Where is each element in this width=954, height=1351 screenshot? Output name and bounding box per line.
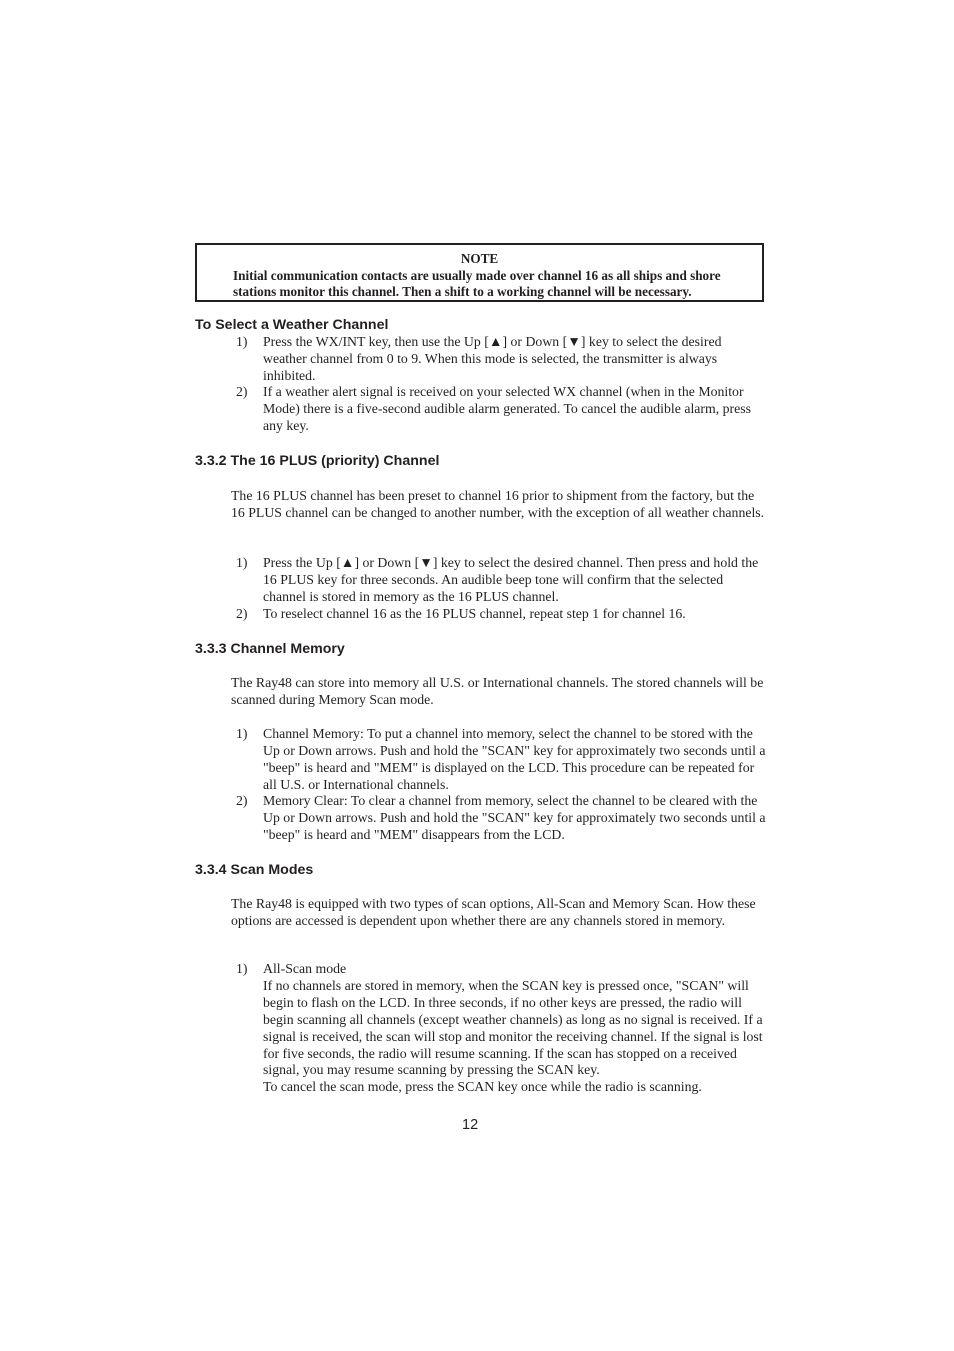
list-item: [236, 384, 768, 435]
list-item: [236, 334, 768, 385]
list-item: [236, 555, 768, 606]
list-text: If no channels are stored in memory, when the SCAN key is pressed once, "SCAN" will begin to flash on the LCD. In three seconds, if no other keys are pressed, the radio will begin scanning all channels (except weather channels) as long as no signal is received. If a signal is received, the scan will stop and monitor the receiving channel. If the signal is lost for five seconds, the radio will resume scanning. If the scan has stopped on a received signal, you may resume scanning by pressing the SCAN key.: [263, 977, 763, 1078]
list-number: 2): [236, 793, 248, 808]
note-title: NOTE: [460, 251, 499, 266]
section-heading-16plus: 3.3.2 The 16 PLUS (priority) Channel: [195, 453, 440, 469]
list-text: If a weather alert signal is received on your selected WX channel (when in the Monitor Mode) there is a five-second audible alarm generated. To cancel the audible alarm, press any key.: [263, 384, 751, 433]
list-text: Channel Memory: To put a channel into memory, select the channel to be stored with the Up or Down arrows. Push and hold the "SCAN" key for approximately two seconds until a "beep" is heard and "MEM" is displayed on the LCD. This procedure can be repeated for all U.S. or International channels.: [263, 726, 766, 792]
list-number: 1): [236, 961, 248, 976]
list-number: 1): [236, 334, 248, 349]
list-number: 1): [236, 726, 248, 741]
list-text: Memory Clear: To clear a channel from memory, select the channel to be cleared with the Up or Down arrows. Push and hold the "SCAN" key for approximately two seconds until a "beep" is heard and "MEM" disappears from the LCD.: [263, 793, 766, 842]
page-number: 12: [462, 1117, 479, 1133]
note-body: Initial communication contacts are usually made over channel 16 as all ships and shore stations monitor this channel. Then a shift to a working channel will be necessary.: [233, 267, 721, 299]
list-item: [236, 961, 768, 1096]
list-text: Press the WX/INT key, then use the Up [▲] or Down [▼] key to select the desired weather channel from 0 to 9. When this mode is selected, the transmitter is always inhibited.: [263, 334, 722, 383]
list-text: To reselect channel 16 as the 16 PLUS channel, repeat step 1 for channel 16.: [263, 606, 686, 621]
paragraph: The 16 PLUS channel has been preset to channel 16 prior to shipment from the factory, but the 16 PLUS channel can be changed to another number, with the exception of all weather channels.: [231, 488, 765, 520]
list-number: 1): [236, 555, 248, 570]
paragraph: The Ray48 can store into memory all U.S. or International channels. The stored channels will be scanned during Memory Scan mode.: [231, 675, 764, 707]
list-text-extra: To cancel the scan mode, press the SCAN key once while the radio is scanning.: [263, 1079, 702, 1095]
paragraph: The Ray48 is equipped with two types of scan options, All-Scan and Memory Scan. How these options are accessed is dependent upon whether there are any channels stored in memory.: [231, 896, 756, 928]
weather-heading: To Select a Weather Channel: [195, 317, 389, 333]
list-item-title: All-Scan mode: [263, 961, 347, 976]
list-item: [236, 726, 768, 794]
section-heading-scan: 3.3.4 Scan Modes: [195, 862, 314, 878]
note-box: [195, 243, 764, 302]
section-heading-memory: 3.3.3 Channel Memory: [195, 641, 345, 657]
list-number: 2): [236, 384, 248, 399]
list-number: 2): [236, 606, 248, 621]
list-item: [236, 606, 768, 623]
list-text: Press the Up [▲] or Down [▼] key to select the desired channel. Then press and hold the 16 PLUS key for three seconds. An audible beep tone will confirm that the selected channel is stored in memory as the 16 PLUS channel.: [263, 555, 759, 604]
list-item: [236, 793, 768, 844]
